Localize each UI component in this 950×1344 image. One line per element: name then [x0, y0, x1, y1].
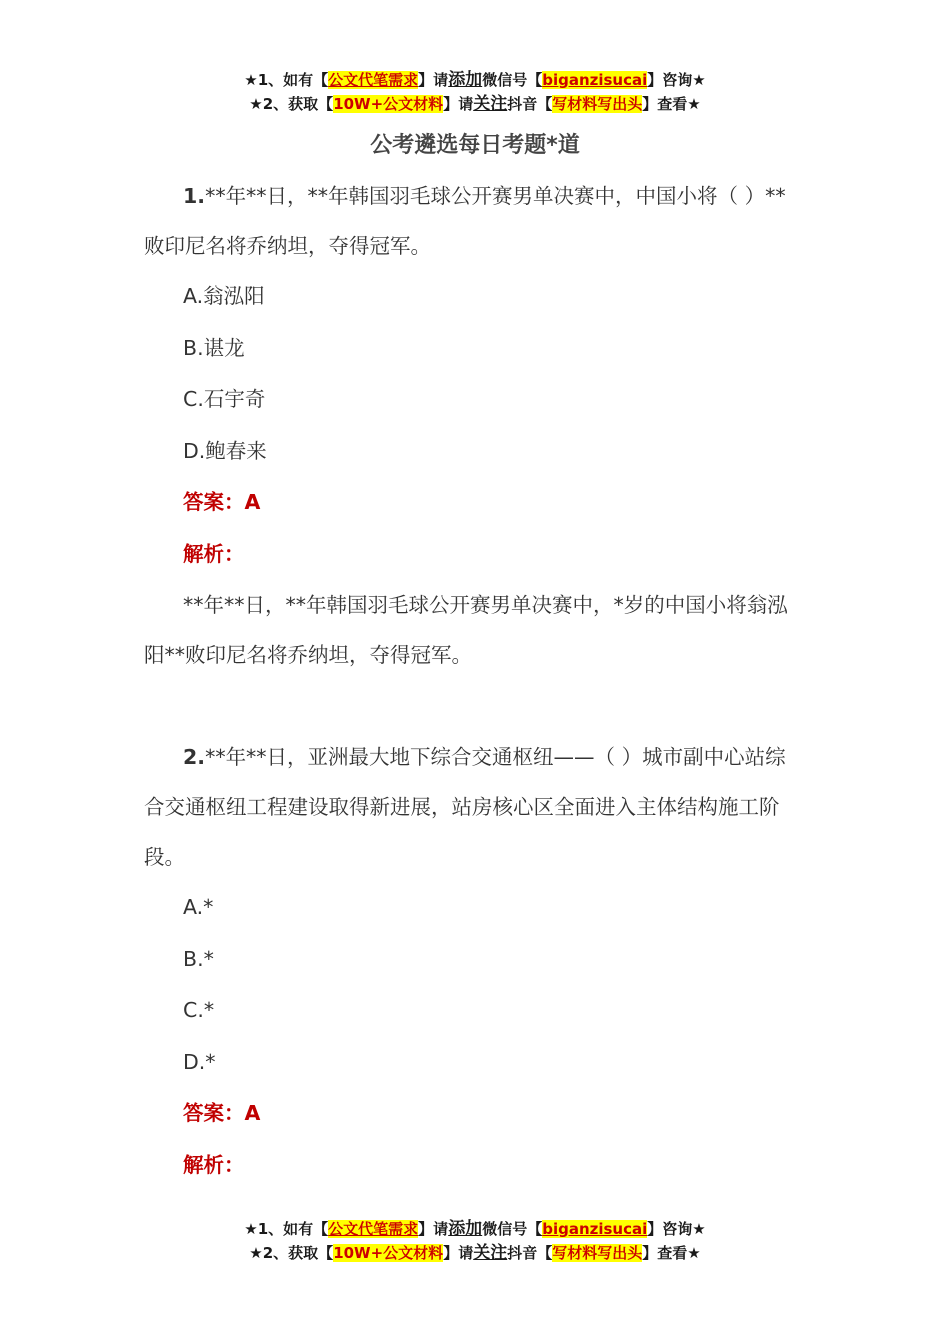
question-stem: 2.**年**日，亚洲最大地下综合交通枢纽——（ ）城市副中心站综合交通枢纽工程建设取得新进展，站房核心区全面进入主体结构施工阶段。: [144, 745, 786, 869]
materials-highlight: 10W+公文材料: [333, 1244, 444, 1262]
document-body: [144, 171, 806, 1191]
answer: 答案：A: [183, 490, 261, 514]
service-highlight: 公文代笔需求: [328, 71, 419, 89]
analysis-label: 解析：: [183, 1152, 245, 1177]
page-title: 公考遴选每日考题*道: [370, 133, 580, 158]
question-1: [144, 171, 806, 680]
douyin-id: 写材料写出头: [552, 95, 643, 113]
footer-banner: [0, 1217, 950, 1265]
service-highlight: 公文代笔需求: [328, 1220, 419, 1238]
question-stem: 1.**年**日，**年韩国羽毛球公开赛男单决赛中，中国小将（ ）**败印尼名将乔纳坦，夺得冠军。: [144, 184, 786, 258]
analysis-text: **年**日，**年韩国羽毛球公开赛男单决赛中，*岁的中国小将翁泓阳**败印尼名将乔纳坦，夺得冠军。: [144, 593, 788, 667]
banner-line-2: ★2、获取【10W+公文材料】请关注抖音【写材料写出头】查看★: [249, 1243, 701, 1263]
spacer: [144, 680, 806, 732]
banner-line-1: ★1、如有【公文代笔需求】请添加微信号【biganzisucai】咨询★: [244, 1219, 706, 1239]
option-b: B.*: [183, 946, 214, 971]
header-banner: [0, 68, 950, 116]
question-2: [144, 732, 806, 1191]
option-a: A.翁泓阳: [183, 284, 265, 308]
banner-line-2: ★2、获取【10W+公文材料】请关注抖音【写材料写出头】查看★: [249, 94, 701, 114]
wechat-id: biganzisucai: [542, 1220, 648, 1238]
option-d: D.鲍春来: [183, 438, 267, 463]
option-a: A.*: [183, 895, 214, 919]
wechat-id: biganzisucai: [542, 71, 648, 89]
option-b: B.谌龙: [183, 335, 245, 360]
banner-line-1: ★1、如有【公文代笔需求】请添加微信号【biganzisucai】咨询★: [244, 70, 706, 90]
analysis-label: 解析：: [183, 541, 245, 566]
option-d: D.*: [183, 1049, 216, 1074]
materials-highlight: 10W+公文材料: [333, 95, 444, 113]
douyin-id: 写材料写出头: [552, 1244, 643, 1262]
option-c: C.石宇奇: [183, 387, 266, 411]
answer: 答案：A: [183, 1101, 261, 1125]
option-c: C.*: [183, 998, 215, 1022]
